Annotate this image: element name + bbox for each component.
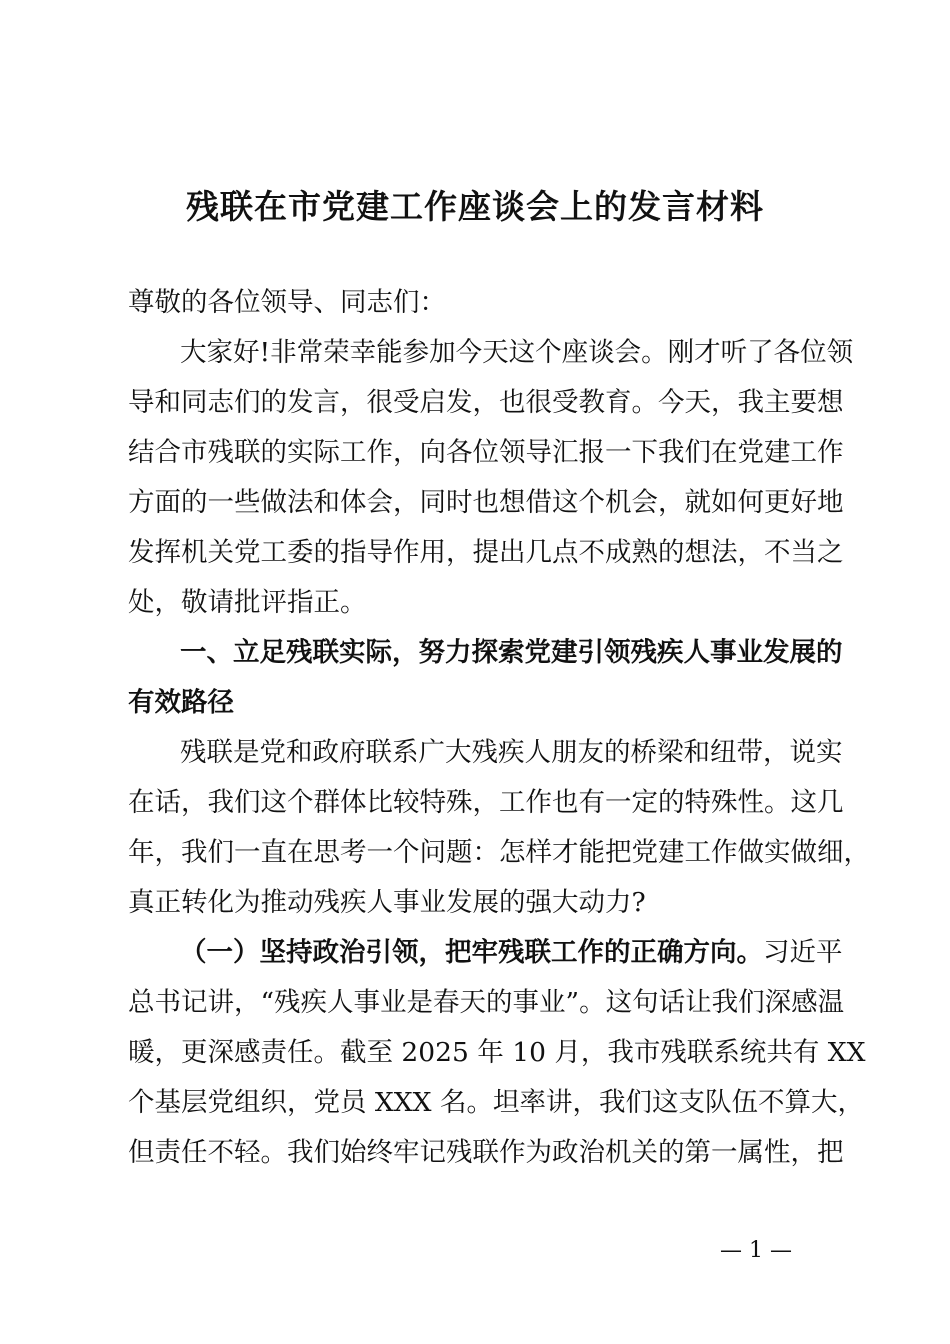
- paragraph-line: 残联是党和政府联系广大残疾人朋友的桥梁和纽带，说实: [180, 737, 843, 768]
- section-heading: 有效路径: [128, 687, 234, 718]
- subsection-heading: （一）坚持政治引领，把牢残联工作的正确方向。: [180, 937, 763, 968]
- paragraph-line: 但责任不轻。我们始终牢记残联作为政治机关的第一属性，把: [128, 1137, 844, 1168]
- paragraph-line: 暖，更深感责任。截至 2025 年 10 月，我市残联系统共有 XX: [128, 1037, 866, 1068]
- paragraph-line: 处，敬请批评指正。: [128, 587, 367, 618]
- salutation: 尊敬的各位领导、同志们：: [128, 287, 446, 318]
- paragraph-line: 导和同志们的发言，很受启发，也很受教育。今天，我主要想: [128, 387, 844, 418]
- document-body: [128, 278, 870, 1178]
- section-heading: 一、立足残联实际，努力探索党建引领残疾人事业发展的: [180, 637, 843, 668]
- paragraph-line: 方面的一些做法和体会，同时也想借这个机会，就如何更好地: [128, 487, 844, 518]
- paragraph-text: 习近平: [763, 937, 843, 968]
- page-number: — 1 —: [720, 1238, 792, 1263]
- paragraph-line: 发挥机关党工委的指导作用，提出几点不成熟的想法，不当之: [128, 537, 844, 568]
- paragraph-line: 个基层党组织，党员 XXX 名。坦率讲，我们这支队伍不算大，: [128, 1087, 864, 1118]
- paragraph-line: 年，我们一直在思考一个问题：怎样才能把党建工作做实做细，: [128, 837, 870, 868]
- paragraph-line: 在话，我们这个群体比较特殊，工作也有一定的特殊性。这几: [128, 787, 844, 818]
- paragraph-line: 总书记讲，“残疾人事业是春天的事业”。这句话让我们深感温: [128, 987, 845, 1018]
- paragraph-line: 真正转化为推动残疾人事业发展的强大动力?: [128, 887, 646, 918]
- paragraph-line: [128, 928, 843, 978]
- paragraph-line: 结合市残联的实际工作，向各位领导汇报一下我们在党建工作: [128, 437, 844, 468]
- paragraph-line: 大家好!非常荣幸能参加今天这个座谈会。刚才听了各位领: [180, 337, 854, 368]
- document-title: 残联在市党建工作座谈会上的发言材料: [186, 187, 764, 226]
